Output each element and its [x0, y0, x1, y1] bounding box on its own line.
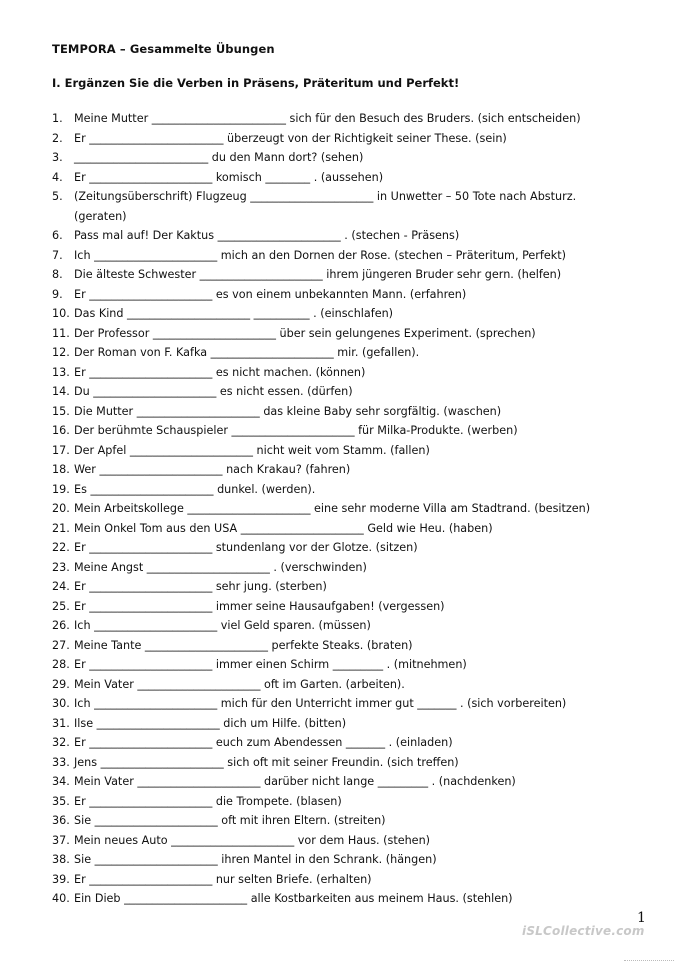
exercise-item	[52, 792, 662, 812]
exercise-text: Ich ______________________ mich für den Unterricht immer gut _______ . (sich vorbereiten)	[74, 697, 567, 710]
exercise-text: Jens ______________________ sich oft mit seiner Freundin. (sich treffen)	[74, 755, 459, 769]
exercise-item	[52, 850, 662, 870]
exercise-number: 21.	[52, 521, 70, 535]
exercise-item	[52, 811, 662, 831]
exercise-text: Er ________________________ überzeugt von der Richtigkeit seiner These. (sein)	[74, 131, 507, 145]
exercise-text: Es ______________________ dunkel. (werden).	[74, 482, 316, 496]
exercise-text: Sie ______________________ oft mit ihren Eltern. (streiten)	[74, 814, 386, 827]
exercise-item	[52, 889, 662, 909]
exercise-item	[52, 402, 662, 422]
exercise-item	[52, 285, 662, 305]
exercise-item	[52, 421, 662, 441]
exercise-number: 22.	[52, 541, 70, 554]
exercise-item	[52, 772, 662, 792]
exercise-item	[52, 577, 662, 597]
exercise-text: ________________________ du den Mann dort? (sehen)	[74, 151, 364, 164]
page-number: 1	[637, 910, 646, 926]
exercise-item	[52, 733, 662, 753]
exercise-number: 35.	[52, 794, 70, 808]
exercise-item	[52, 831, 662, 851]
exercise-text: Ein Dieb ______________________ alle Kostbarkeiten aus meinem Haus. (stehlen)	[74, 892, 513, 905]
exercise-number: 16.	[52, 424, 70, 437]
exercise-item	[52, 363, 662, 383]
exercise-number: 38.	[52, 853, 70, 866]
exercise-number: 13.	[52, 365, 70, 379]
exercise-number: 14.	[52, 385, 70, 398]
exercise-item	[52, 616, 662, 636]
exercise-item	[52, 168, 662, 188]
section-heading: I. Ergänzen Sie die Verben in Präsens, Präteritum und Perfekt!	[52, 76, 460, 90]
exercise-text: Die älteste Schwester ______________________ ihrem jüngeren Bruder sehr gern. (helfen)	[74, 268, 562, 281]
exercise-item	[52, 480, 662, 500]
exercise-number: 26.	[52, 619, 70, 632]
exercise-text: Der Apfel ______________________ nicht weit vom Stamm. (fallen)	[74, 443, 430, 457]
exercise-text: (Zeitungsüberschrift) Flugzeug ______________________ in Unwetter – 50 Tote nach Absturz.	[74, 190, 577, 203]
exercise-number: 6.	[52, 229, 63, 242]
exercise-item	[52, 207, 662, 227]
exercise-number: 40.	[52, 892, 70, 905]
exercise-item	[52, 694, 662, 714]
exercise-item	[52, 246, 662, 266]
exercise-text: Du ______________________ es nicht essen. (dürfen)	[74, 385, 353, 398]
exercise-number: 23.	[52, 560, 70, 574]
exercise-number: 37.	[52, 833, 70, 847]
exercise-text: Ich ______________________ mich an den Dornen der Rose. (stechen – Präteritum, Perfekt)	[74, 248, 566, 262]
exercise-list	[52, 109, 662, 909]
exercise-item	[52, 675, 662, 695]
exercise-text: Meine Mutter ________________________ sich für den Besuch des Bruders. (sich entscheiden)	[74, 112, 581, 125]
exercise-item	[52, 753, 662, 773]
exercise-item	[52, 441, 662, 461]
exercise-number: 27.	[52, 638, 70, 652]
exercise-item	[52, 655, 662, 675]
exercise-text: Er ______________________ die Trompete. (blasen)	[74, 794, 342, 808]
exercise-text: Er ______________________ es nicht machen. (können)	[74, 365, 366, 379]
exercise-number: 32.	[52, 736, 70, 749]
exercise-number: 18.	[52, 463, 70, 476]
exercise-number: 15.	[52, 404, 70, 418]
exercise-number: 5.	[52, 190, 63, 203]
exercise-text: Der Roman von F. Kafka ______________________ mir. (gefallen).	[74, 346, 420, 359]
exercise-number: 10.	[52, 307, 70, 320]
exercise-number: 36.	[52, 814, 70, 827]
exercise-number: 4.	[52, 170, 63, 184]
exercise-text: Der Professor ______________________ über sein gelungenes Experiment. (sprechen)	[74, 326, 536, 340]
exercise-item	[52, 460, 662, 480]
exercise-text: Mein Onkel Tom aus den USA ______________________ Geld wie Heu. (haben)	[74, 521, 493, 535]
exercise-number: 7.	[52, 248, 63, 262]
exercise-number: 34.	[52, 775, 70, 788]
exercise-number: 11.	[52, 326, 70, 340]
exercise-number: 24.	[52, 580, 70, 593]
exercise-text: Mein neues Auto ______________________ vor dem Haus. (stehen)	[74, 833, 431, 847]
exercise-number: 28.	[52, 658, 70, 671]
exercise-item	[52, 499, 662, 519]
exercise-number: 3.	[52, 151, 63, 164]
exercise-text: Er ______________________ stundenlang vor der Glotze. (sitzen)	[74, 541, 418, 554]
exercise-item	[52, 343, 662, 363]
exercise-text: Er ______________________ nur selten Briefe. (erhalten)	[74, 872, 372, 886]
footer-divider	[624, 960, 674, 961]
exercise-item	[52, 597, 662, 617]
exercise-item	[52, 148, 662, 168]
exercise-text: Er ______________________ euch zum Abendessen _______ . (einladen)	[74, 736, 453, 749]
exercise-text: Der berühmte Schauspieler ______________________ für Milka-Produkte. (werben)	[74, 424, 518, 437]
exercise-number: 20.	[52, 502, 70, 515]
worksheet-title: TEMPORA – Gesammelte Übungen	[52, 42, 275, 56]
exercise-text: Er ______________________ komisch ________ . (aussehen)	[74, 170, 384, 184]
exercise-number: 29.	[52, 677, 70, 691]
exercise-text: Meine Angst ______________________ . (verschwinden)	[74, 560, 367, 574]
exercise-item	[52, 519, 662, 539]
exercise-item	[52, 870, 662, 890]
exercise-text: Wer ______________________ nach Krakau? (fahren)	[74, 463, 351, 476]
exercise-number: 2.	[52, 131, 63, 145]
exercise-number: 31.	[52, 716, 70, 730]
exercise-item	[52, 558, 662, 578]
exercise-number: 17.	[52, 443, 70, 457]
exercise-text: Sie ______________________ ihren Mantel in den Schrank. (hängen)	[74, 853, 437, 866]
exercise-item	[52, 382, 662, 402]
exercise-item	[52, 636, 662, 656]
exercise-text: Mein Vater ______________________ oft im Garten. (arbeiten).	[74, 677, 405, 691]
exercise-number: 39.	[52, 872, 70, 886]
exercise-text: Die Mutter ______________________ das kleine Baby sehr sorgfältig. (waschen)	[74, 404, 502, 418]
exercise-number: 9.	[52, 287, 63, 301]
exercise-text: Mein Arbeitskollege ______________________ eine sehr moderne Villa am Stadtrand. (besitzen)	[74, 502, 591, 515]
exercise-number: 30.	[52, 697, 70, 710]
exercise-text: Ilse ______________________ dich um Hilfe. (bitten)	[74, 716, 347, 730]
exercise-text: (geraten)	[74, 209, 127, 223]
exercise-number: 19.	[52, 482, 70, 496]
exercise-text: Pass mal auf! Der Kaktus ______________________ . (stechen - Präsens)	[74, 229, 460, 242]
exercise-item	[52, 714, 662, 734]
exercise-item	[52, 129, 662, 149]
exercise-number: 25.	[52, 599, 70, 613]
exercise-text: Er ______________________ immer einen Schirm _________ . (mitnehmen)	[74, 658, 467, 671]
exercise-text: Ich ______________________ viel Geld sparen. (müssen)	[74, 619, 371, 632]
exercise-number: 1.	[52, 112, 63, 125]
exercise-item	[52, 226, 662, 246]
exercise-number: 12.	[52, 346, 70, 359]
exercise-text: Das Kind ______________________ __________ . (einschlafen)	[74, 307, 394, 320]
exercise-text: Meine Tante ______________________ perfekte Steaks. (braten)	[74, 638, 413, 652]
exercise-item	[52, 109, 662, 129]
exercise-text: Er ______________________ es von einem unbekannten Mann. (erfahren)	[74, 287, 467, 301]
watermark-logo: iSLCollective.com	[522, 924, 645, 938]
exercise-text: Er ______________________ immer seine Hausaufgaben! (vergessen)	[74, 599, 445, 613]
exercise-text: Mein Vater ______________________ darüber nicht lange _________ . (nachdenken)	[74, 775, 516, 788]
exercise-number: 8.	[52, 268, 63, 281]
exercise-item	[52, 538, 662, 558]
exercise-item	[52, 324, 662, 344]
exercise-item	[52, 265, 662, 285]
exercise-item	[52, 304, 662, 324]
exercise-text: Er ______________________ sehr jung. (sterben)	[74, 580, 327, 593]
exercise-item	[52, 187, 662, 207]
exercise-number: 33.	[52, 755, 70, 769]
